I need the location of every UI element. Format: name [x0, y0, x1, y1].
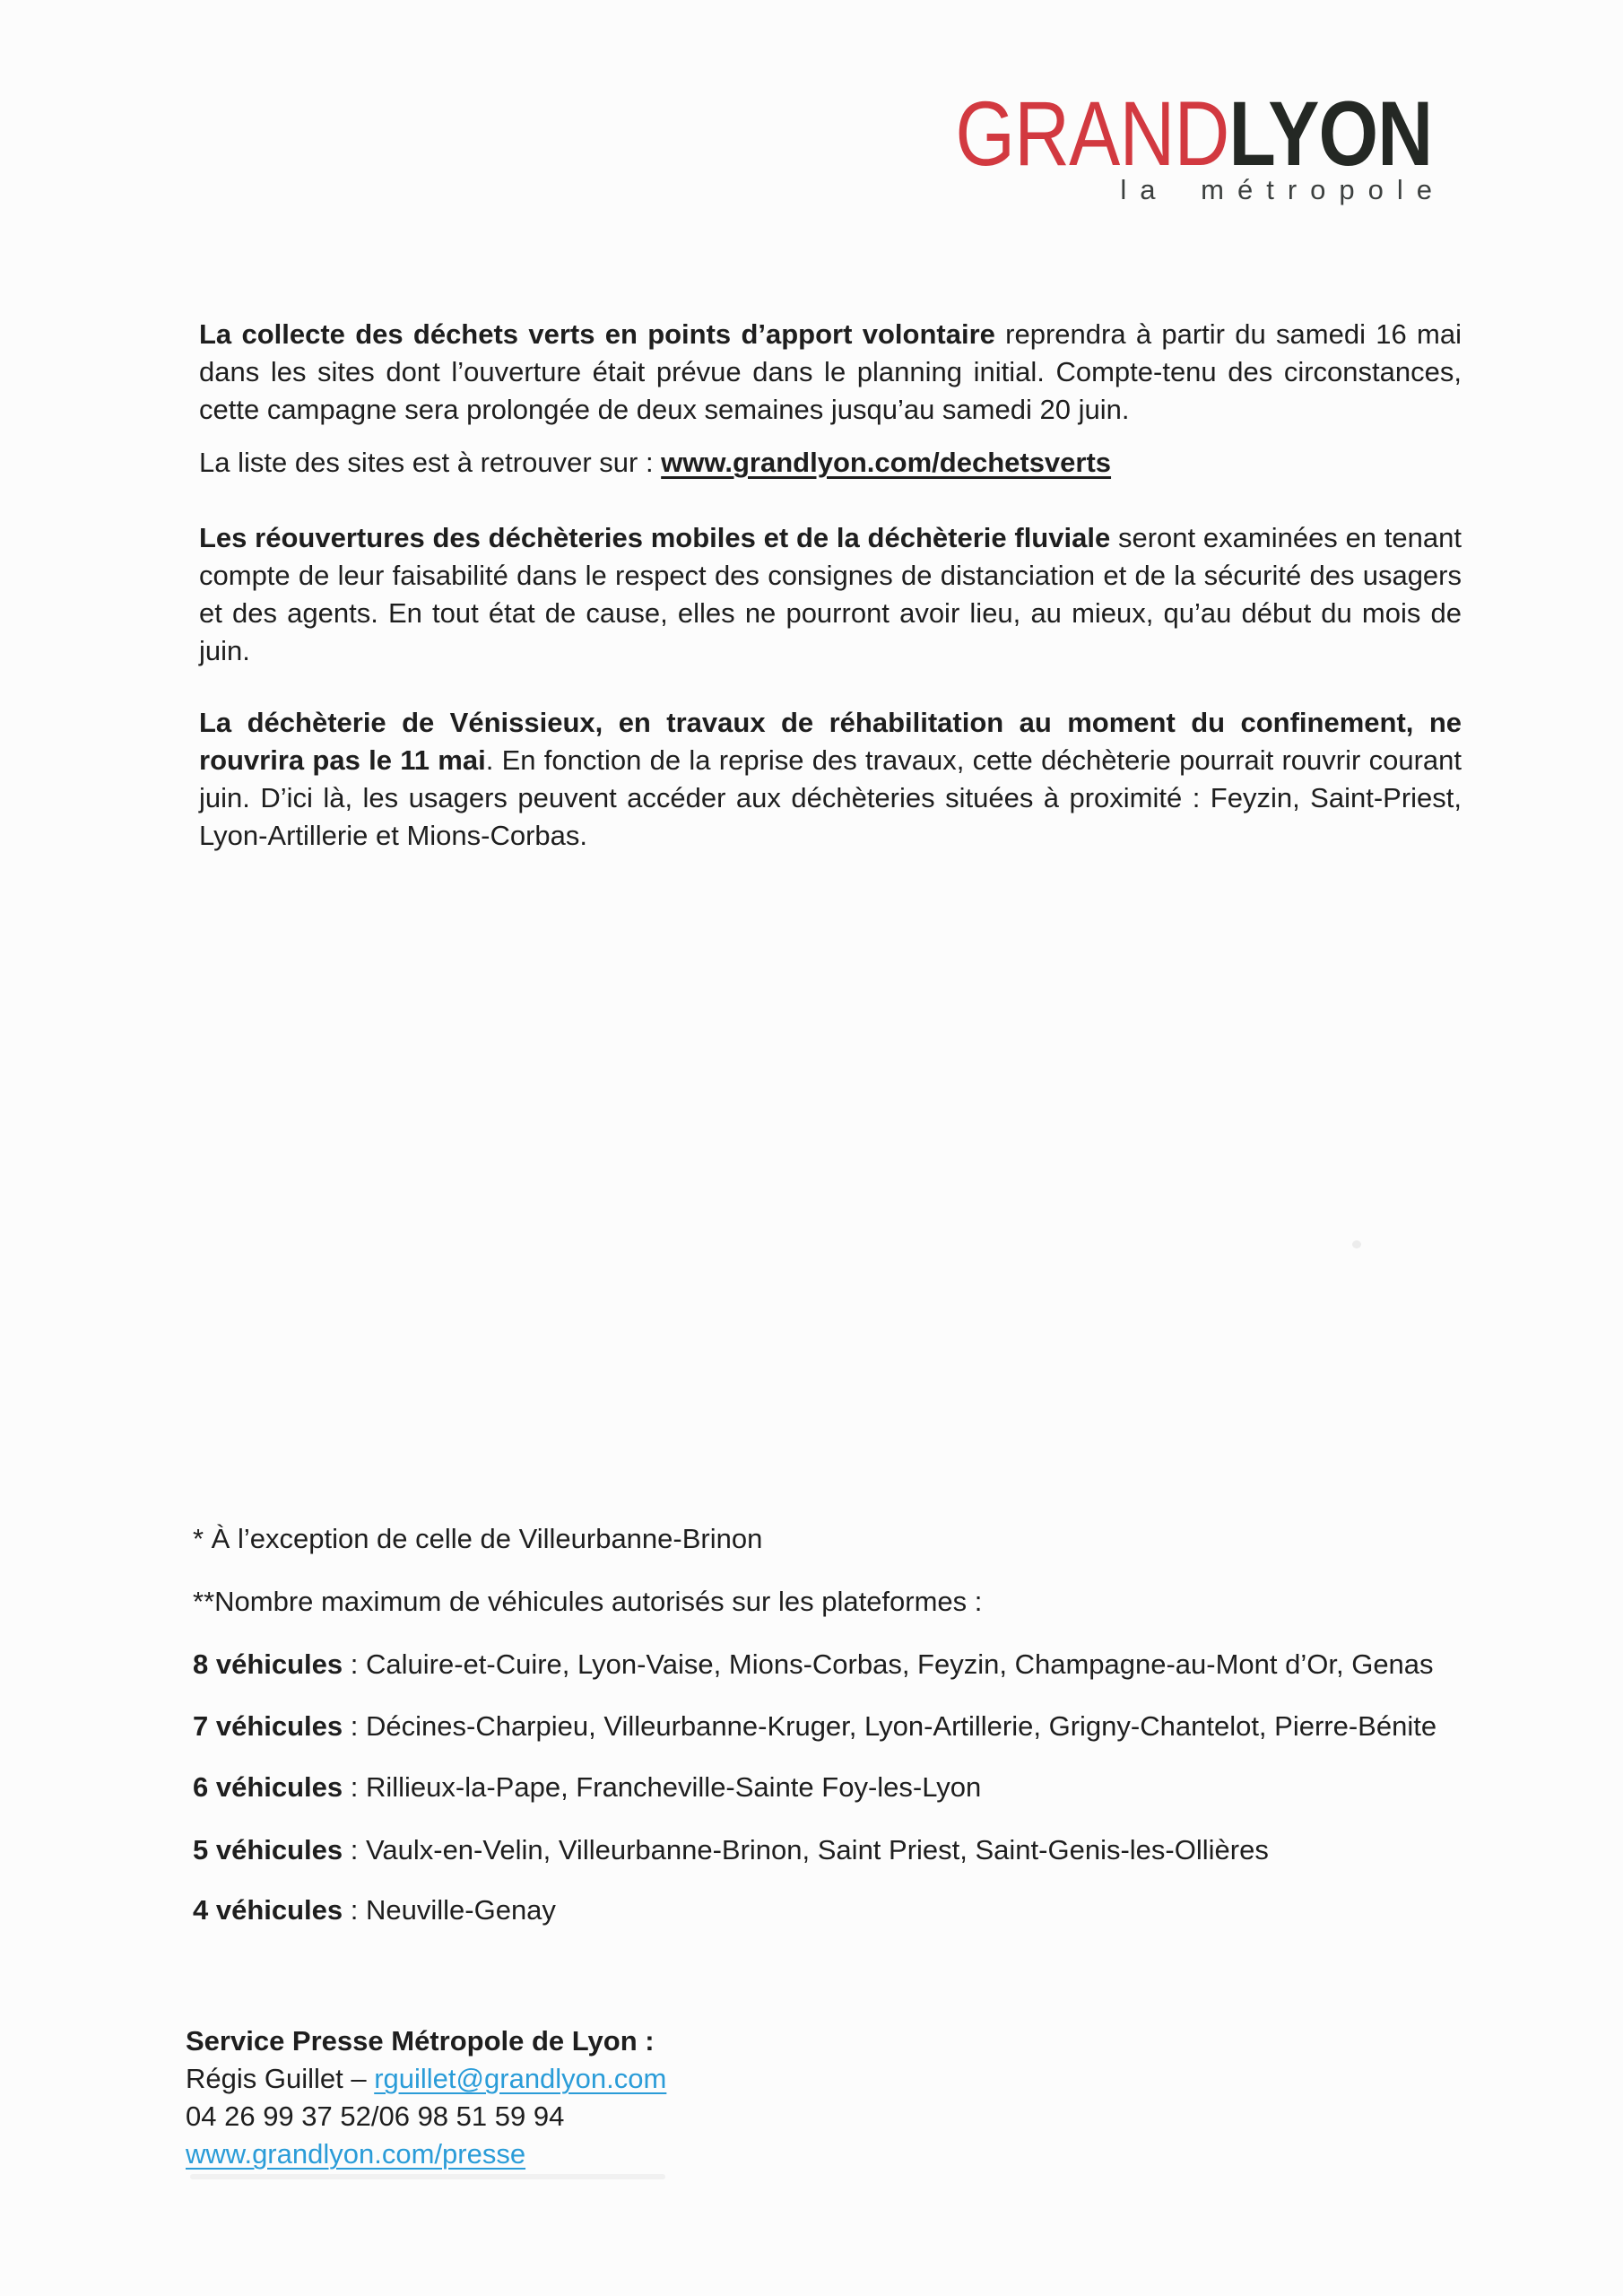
footnote-exception: * À l’exception de celle de Villeurbanne-Brinon [193, 1523, 763, 1554]
press-site-line [186, 2135, 666, 2173]
logo-grand-text: GRAND [954, 83, 1229, 185]
paragraph-collecte-lead: La collecte des déchets verts en points d’apport volontaire [199, 318, 995, 350]
press-contact-heading [186, 2022, 666, 2060]
press-contact-block [186, 2022, 666, 2173]
vehicle-line-5-sites: : Vaulx-en-Velin, Villeurbanne-Brinon, Saint Priest, Saint-Genis-les-Ollières [343, 1834, 1269, 1866]
vehicle-line-7-sites: : Décines-Charpieu, Villeurbanne-Kruger, Lyon-Artillerie, Grigny-Chantelot, Pierre-Bénite [343, 1710, 1437, 1742]
dechetsverts-link[interactable]: www.grandlyon.com/dechetsverts [661, 447, 1112, 478]
logo-wordmark [954, 83, 1432, 185]
press-contact-person [186, 2060, 666, 2098]
vehicle-line-7-label: 7 véhicules [193, 1710, 343, 1742]
press-contact-phone: 04 26 99 37 52/06 98 51 59 94 [186, 2100, 565, 2132]
vehicle-line-7 [193, 1708, 1436, 1745]
paragraph-venissieux-body: . En fonction de la reprise des travaux, cette déchèterie pourrait rouvrir courant juin. D’ici là, les usagers peuvent accéder aux déchèteries situées à proximité : Feyzin, Saint-Priest, Lyon-Artillerie et Mions-Corbas. [199, 744, 1462, 851]
paragraph-reouvertures [199, 519, 1462, 670]
sites-list-line [199, 444, 1111, 482]
logo-tagline: la métropole [1120, 174, 1445, 205]
scan-artifact-smudge [190, 2174, 665, 2179]
press-site-link[interactable]: www.grandlyon.com/presse [186, 2138, 526, 2170]
vehicle-line-4-label: 4 véhicules [193, 1894, 343, 1926]
press-contact-email-link[interactable]: rguillet@grandlyon.com [374, 2063, 667, 2094]
paragraph-collecte-body: reprendra à partir du samedi 16 mai dans les sites dont l’ouverture était prévue dans le planning initial. Compte-tenu des circonstances, cette campagne sera prolongée de deux semaines jusqu’au samedi 20 juin. [199, 318, 1462, 425]
vehicle-line-6 [193, 1769, 981, 1806]
scan-artifact-dot [1352, 1240, 1361, 1248]
vehicle-line-8-label: 8 véhicules [193, 1648, 343, 1680]
logo-lyon-text: LYON [1228, 83, 1432, 185]
sites-list-label: La liste des sites est à retrouver sur : [199, 447, 662, 478]
vehicle-line-5-label: 5 véhicules [193, 1834, 343, 1866]
paragraph-venissieux [199, 704, 1462, 855]
vehicle-line-6-label: 6 véhicules [193, 1771, 343, 1803]
vehicle-line-8-sites: : Caluire-et-Cuire, Lyon-Vaise, Mions-Corbas, Feyzin, Champagne-au-Mont d’Or, Genas [343, 1648, 1434, 1680]
vehicle-line-4-sites: : Neuville-Genay [343, 1894, 556, 1926]
vehicle-line-6-sites: : Rillieux-la-Pape, Francheville-Sainte Foy-les-Lyon [343, 1771, 982, 1803]
paragraph-reouvertures-lead: Les réouvertures des déchèteries mobiles et de la déchèterie fluviale [199, 522, 1111, 553]
press-contact-heading-text: Service Presse Métropole de Lyon : [186, 2025, 655, 2057]
paragraph-reouvertures-body: seront examinées en tenant compte de leur faisabilité dans le respect des consignes de distanciation et de la sécurité des usagers et des agents. En tout état de cause, elles ne pourront avoir lieu, au mieux, qu’au début du mois de juin. [199, 522, 1462, 666]
paragraph-collecte [199, 316, 1462, 429]
vehicle-line-5 [193, 1831, 1269, 1869]
footnote-vehicles-max: **Nombre maximum de véhicules autorisés sur les plateformes : [193, 1586, 983, 1617]
vehicle-line-4 [193, 1892, 556, 1929]
press-contact-name: Régis Guillet – [186, 2063, 375, 2094]
paragraph-venissieux-lead: La déchèterie de Vénissieux, en travaux de réhabilitation au moment du confinement, ne rouvrira pas le 11 mai [199, 707, 1462, 776]
vehicle-line-8 [193, 1646, 1434, 1683]
